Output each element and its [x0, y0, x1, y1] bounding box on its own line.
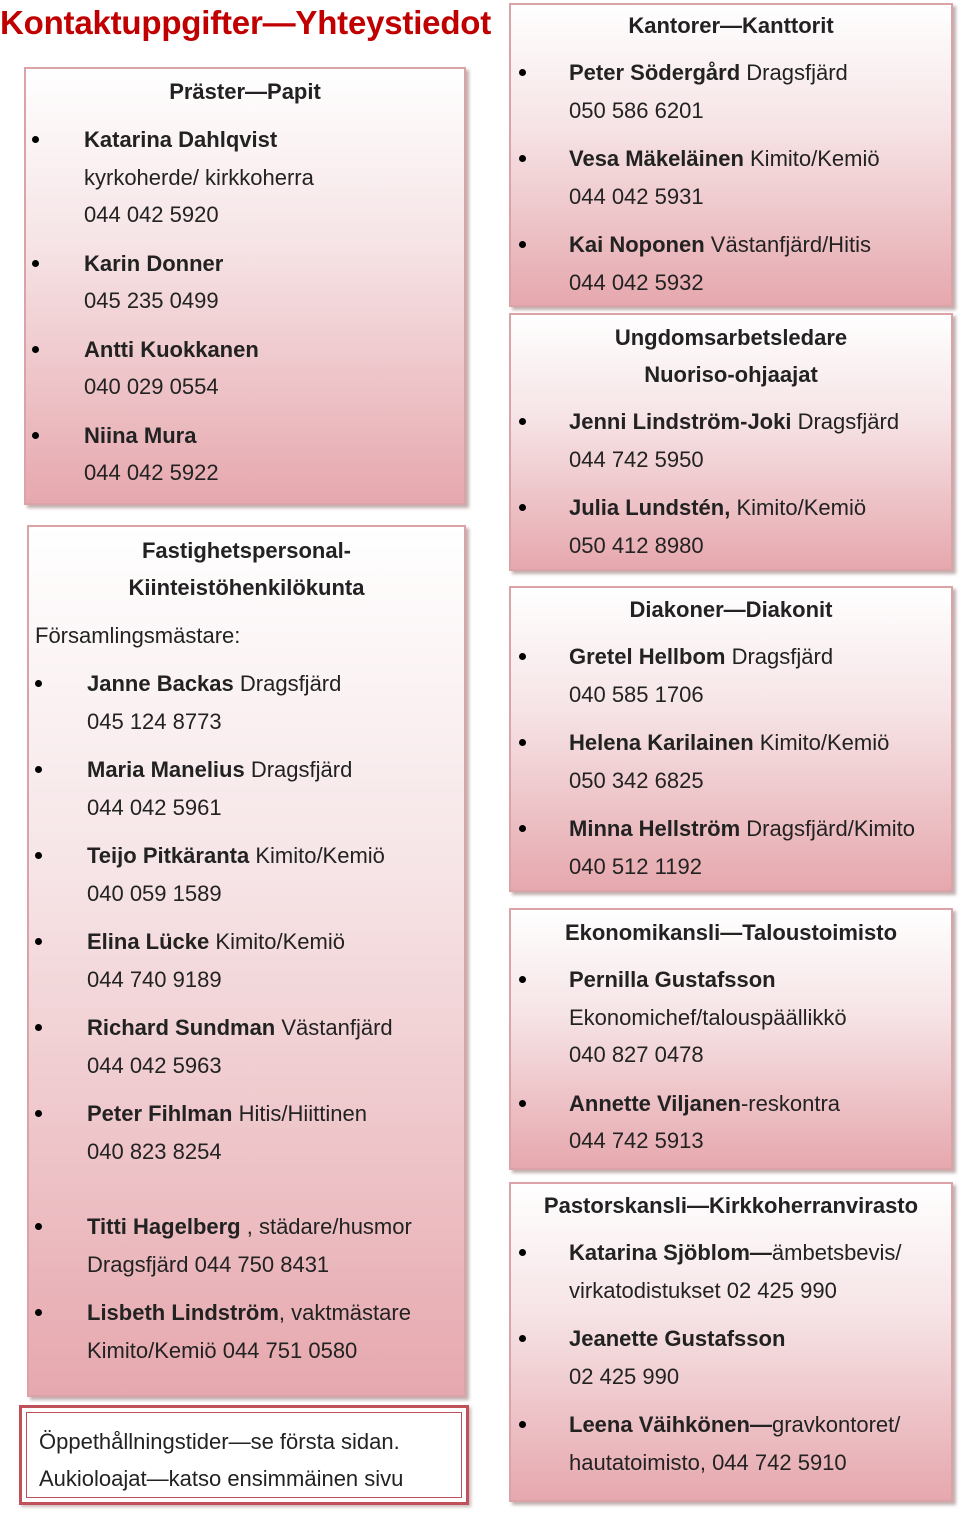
- contact-phone: 044 740 9189: [87, 966, 222, 992]
- contact-phone: 040 512 1192: [569, 853, 702, 879]
- contact-phone: 02 425 990: [569, 1363, 680, 1389]
- priests-title: Präster—Papit: [169, 79, 321, 104]
- contact-role: , vaktmästare: [278, 1300, 411, 1325]
- cantors-title: Kantorer—Kanttorit: [628, 13, 834, 38]
- contact-name: Helena Karilainen: [569, 730, 754, 755]
- contact-location: Kimito/Kemiö: [209, 929, 345, 954]
- contact-phone: 040 585 1706: [569, 681, 704, 707]
- contact-phone: 050 412 8980: [569, 532, 704, 558]
- contact-location: Dragsfjärd: [233, 671, 342, 696]
- contact-phone: 050 586 6201: [569, 97, 704, 123]
- finance-list: [511, 961, 951, 1160]
- finance-box: [509, 908, 953, 1170]
- contact-name: Lisbeth Lindström: [87, 1300, 279, 1325]
- contact-location: Kimito/Kemiö: [753, 730, 890, 755]
- note-line-fi: Aukioloajat—katso ensimmäinen sivu: [39, 1466, 404, 1491]
- property-title-2: Kiinteistöhenkilökunta: [128, 575, 365, 600]
- contact-location: Västanfjärd/Hitis: [704, 232, 871, 257]
- list-item: [29, 837, 464, 912]
- contact-phone: hautatoimisto, 044 742 5910: [569, 1449, 847, 1475]
- cantors-box: [509, 3, 953, 307]
- list-item: [511, 1234, 951, 1309]
- deacons-title: Diakoner—Diakonit: [629, 597, 833, 622]
- list-item: [511, 1085, 951, 1160]
- contact-name: Karin Donner: [84, 250, 224, 276]
- contact-location: Västanfjärd: [275, 1015, 393, 1040]
- contact-phone: 044 042 5931: [569, 183, 704, 209]
- contact-location: Dragsfjärd: [740, 60, 848, 85]
- parish-office-list: [511, 1234, 951, 1481]
- list-item: [29, 1095, 464, 1170]
- contact-title: kyrkoherde/ kirkkoherra: [84, 164, 314, 190]
- contact-location: Dragsfjärd/Kimito: [740, 816, 915, 841]
- list-item: [511, 54, 951, 129]
- youth-list: [511, 403, 951, 564]
- contact-name: Gretel Hellbom: [569, 644, 726, 669]
- parish-office-title: Pastorskansli—Kirkkoherranvirasto: [543, 1193, 919, 1218]
- youth-title-2: Nuoriso-ohjaajat: [644, 362, 818, 387]
- contact-phone: Dragsfjärd 044 750 8431: [87, 1251, 330, 1277]
- contact-title: Ekonomichef/talouspäällikkö: [569, 1004, 847, 1030]
- list-item: [511, 1320, 951, 1395]
- property-label: Församlingsmästare:: [35, 623, 241, 648]
- property-list: [29, 665, 464, 1170]
- list-item: [511, 810, 951, 885]
- contact-name: Annette Viljanen: [569, 1090, 741, 1116]
- list-item: [26, 331, 464, 406]
- contact-name: Niina Mura: [84, 422, 197, 448]
- priests-box: [24, 67, 466, 505]
- contact-name: Pernilla Gustafsson: [569, 967, 776, 992]
- contact-name: Vesa Mäkeläinen: [569, 146, 744, 171]
- property-staff-box: [27, 525, 466, 1397]
- parish-office-box: [509, 1182, 953, 1502]
- contact-name: Katarina Dahlqvist: [84, 127, 278, 152]
- list-item: [511, 961, 951, 1074]
- list-item: [29, 1009, 464, 1084]
- contact-phone: 044 742 5913: [569, 1128, 704, 1153]
- contact-phone: 040 823 8254: [87, 1138, 222, 1164]
- contact-name: Jenni Lindström-Joki: [569, 409, 792, 434]
- contact-location: Kimito/Kemiö: [249, 843, 385, 868]
- property-list-extra: [29, 1208, 464, 1369]
- list-item: [26, 245, 464, 320]
- contact-name: Peter Södergård: [569, 60, 741, 85]
- priests-list: [26, 121, 464, 492]
- contact-name: Titti Hagelberg: [87, 1214, 241, 1239]
- youth-box: [509, 313, 953, 571]
- contact-name: Katarina Sjöblom—: [569, 1240, 772, 1265]
- contact-phone: 044 742 5950: [569, 446, 704, 472]
- contact-name: Kai Noponen: [569, 232, 705, 257]
- list-item: [29, 1294, 464, 1369]
- contact-role: -reskontra: [740, 1090, 841, 1116]
- contact-phone: 040 029 0554: [84, 374, 219, 399]
- contact-phone: 044 042 5932: [569, 269, 704, 295]
- contact-phone: 040 059 1589: [87, 880, 222, 906]
- finance-title: Ekonomikansli—Taloustoimisto: [564, 920, 898, 945]
- list-item: [29, 1208, 464, 1283]
- contact-name: Leena Väihkönen—: [569, 1412, 772, 1437]
- contact-phone: 044 042 5961: [87, 794, 222, 820]
- contact-location: Kimito/Kemiö: [730, 495, 867, 520]
- contact-role: gravkontoret/: [771, 1412, 901, 1437]
- cantors-list: [511, 54, 951, 301]
- contact-name: Antti Kuokkanen: [84, 336, 259, 362]
- contact-phone: 044 042 5963: [87, 1052, 222, 1078]
- property-title-1: Fastighetspersonal-: [141, 538, 352, 563]
- contact-location: Kimito/Kemiö: [743, 146, 880, 171]
- contact-name: Peter Fihlman: [87, 1101, 233, 1126]
- contact-location: Dragsfjärd: [244, 757, 353, 782]
- page-title: Kontaktuppgifter—Yhteystiedot: [0, 4, 492, 41]
- list-item: [29, 751, 464, 826]
- contact-location: Dragsfjärd: [791, 409, 900, 434]
- list-item: [511, 724, 951, 799]
- contact-role: , städare/husmor: [240, 1214, 412, 1239]
- youth-title-1: Ungdomsarbetsledare: [614, 325, 848, 350]
- contact-name: Richard Sundman: [87, 1015, 276, 1040]
- list-item: [29, 923, 464, 998]
- contact-name: Minna Hellström: [569, 816, 741, 841]
- contact-phone: 050 342 6825: [569, 767, 704, 793]
- contact-phone: 040 827 0478: [569, 1042, 704, 1067]
- contact-name: Julia Lundstén,: [569, 495, 731, 520]
- contact-role: ämbetsbevis/: [771, 1240, 902, 1265]
- contact-name: Maria Manelius: [87, 757, 245, 782]
- contact-phone: Kimito/Kemiö 044 751 0580: [87, 1337, 358, 1363]
- contact-location: Dragsfjärd: [725, 644, 834, 669]
- list-item: [29, 665, 464, 740]
- contact-phone: 045 235 0499: [84, 288, 219, 313]
- list-item: [511, 140, 951, 215]
- list-item: [511, 226, 951, 301]
- contact-name: Janne Backas: [87, 671, 234, 696]
- contact-phone: virkatodistukset 02 425 990: [569, 1277, 837, 1303]
- contact-phone: 044 042 5922: [84, 460, 219, 485]
- deacons-box: [509, 586, 953, 892]
- contact-name: Jeanette Gustafsson: [569, 1326, 786, 1351]
- contact-phone: 044 042 5920: [84, 202, 219, 227]
- note-line-sv: Öppethållningstider—se första sidan.: [39, 1429, 400, 1454]
- list-item: [511, 638, 951, 713]
- deacons-list: [511, 638, 951, 885]
- list-item: [26, 121, 464, 234]
- contact-name: Elina Lücke: [87, 929, 210, 954]
- list-item: [511, 403, 951, 478]
- contact-location: Hitis/Hiittinen: [232, 1101, 367, 1126]
- opening-hours-note: [19, 1405, 469, 1505]
- list-item: [511, 1406, 951, 1481]
- list-item: [26, 417, 464, 492]
- list-item: [511, 489, 951, 564]
- contact-name: Teijo Pitkäranta: [87, 843, 250, 868]
- contact-phone: 045 124 8773: [87, 708, 222, 734]
